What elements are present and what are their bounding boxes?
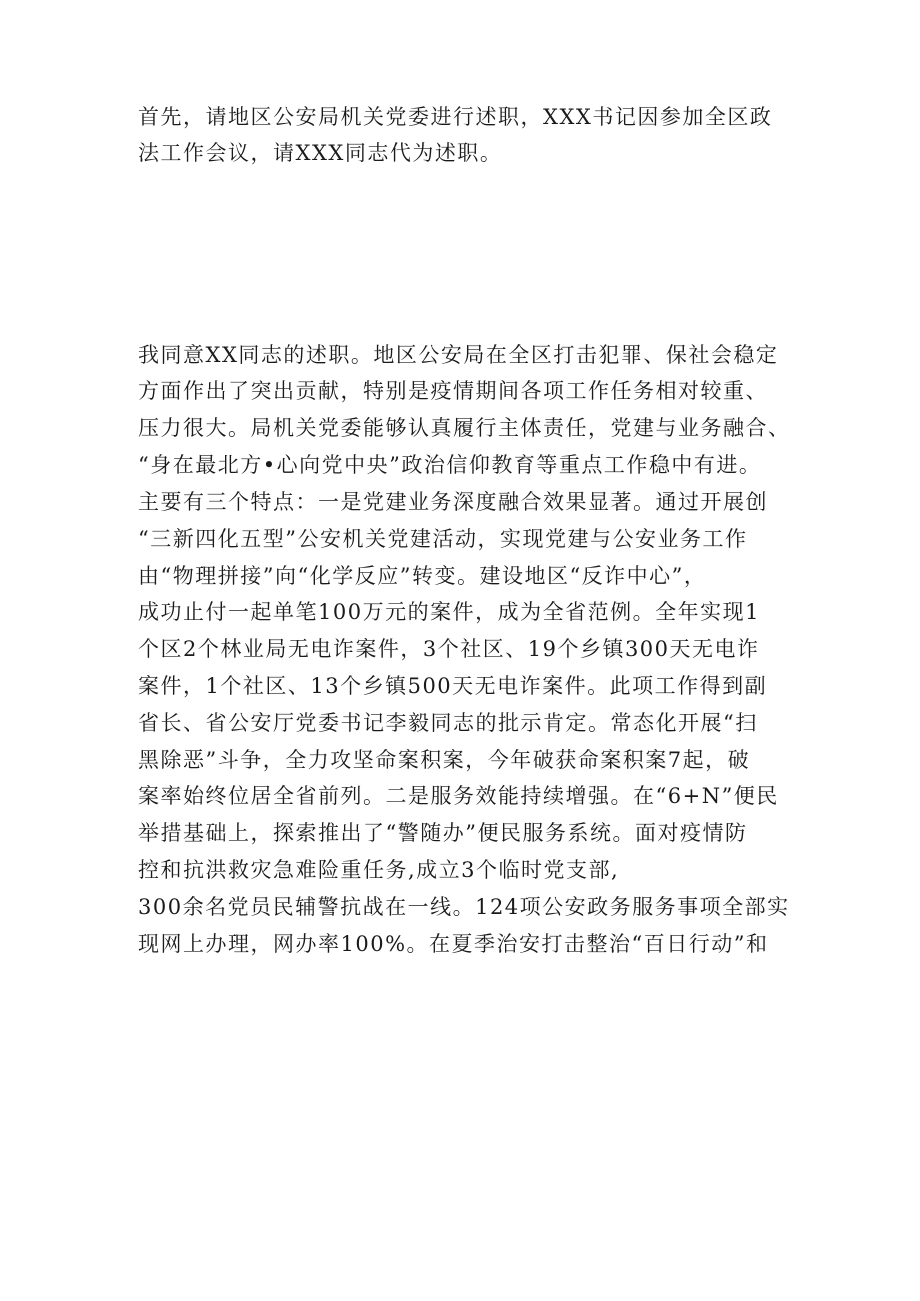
- paragraph-2-line-5: 主要有三个特点：一是党建业务深度融合效果显著。通过开展创: [138, 490, 768, 514]
- paragraph-2-line-12: 黑除恶”斗争，全力攻坚命案积案，今年破获命案积案7起，破: [138, 748, 751, 772]
- paragraph-2-line-8: 成功止付一起单笔100万元的案件，成为全省范例。全年实现1: [138, 600, 760, 624]
- paragraph-2-line-3: 压力很大。局机关党委能够认真履行主体责任，党建与业务融合、: [138, 416, 791, 440]
- paragraph-2-line-14: 举措基础上，探索推出了“警随办”便民服务系统。面对疫情防: [138, 821, 748, 845]
- paragraph-2-line-1: 我同意XX同志的述职。地区公安局在全区打击犯罪、保社会稳定: [138, 343, 779, 367]
- paragraph-2-line-13: 案率始终位居全省前列。二是服务效能持续增强。在“6+N”便民: [138, 784, 779, 808]
- paragraph-2-line-9: 个区2个林业局无电诈案件，3个社区、19个乡镇300天无电诈: [138, 637, 760, 661]
- paragraph-2-line-17: 现网上办理，网办率100%。在夏季治安打击整治“百日行动”和: [138, 932, 769, 956]
- paragraph-2-line-4: “身在最北方•心向党中央”政治信仰教育等重点工作稳中有进。: [138, 453, 762, 477]
- paragraph-2-line-16: 300余名党员民辅警抗战在一线。124项公安政务服务事项全部实: [138, 895, 790, 919]
- paragraph-2-line-11: 省长、省公安厅党委书记李毅同志的批示肯定。常态化开展“扫: [138, 711, 758, 735]
- paragraph-1-line-2: 法工作会议，请XXX同志代为述职。: [138, 141, 503, 165]
- paragraph-2-line-15: 控和抗洪救灾急难险重任务,成立3个临时党支部,: [138, 858, 620, 882]
- paragraph-1-line-1: 首先，请地区公安局机关党委进行述职，XXX书记因参加全区政: [138, 105, 773, 129]
- paragraph-2-line-6: “三新四化五型”公安机关党建活动，实现党建与公安业务工作: [138, 527, 748, 551]
- paragraph-2-line-10: 案件，1个社区、13个乡镇500天无电诈案件。此项工作得到副: [138, 674, 768, 698]
- paragraph-2-line-2: 方面作出了突出贡献，特别是疫情期间各项工作任务相对较重、: [138, 379, 768, 403]
- paragraph-2-line-7: 由“物理拼接”向“化学反应”转变。建设地区“反诈中心”，: [138, 564, 707, 588]
